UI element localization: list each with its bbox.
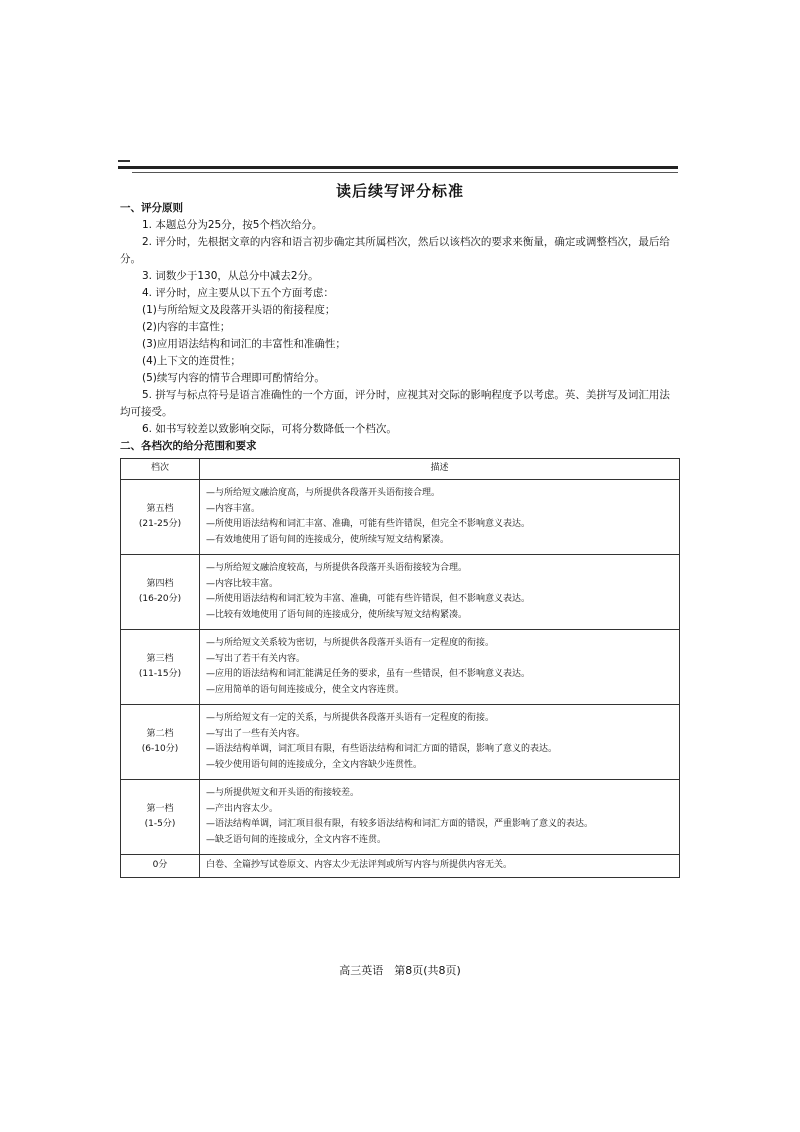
description-cell — [200, 555, 680, 630]
description-line: —有效地使用了语句间的连接成分，使所续写短文结构紧凑。 — [206, 534, 450, 545]
aspect-5: (5)续写内容的情节合理即可酌情给分。 — [142, 372, 325, 384]
principle-6: 6. 如书写较差以致影响交际，可将分数降低一个档次。 — [142, 423, 397, 435]
level-name: 第一档 — [146, 803, 174, 814]
level-cell — [121, 555, 200, 630]
description-cell — [200, 705, 680, 780]
principle-5: 5. 拼写与标点符号是语言准确性的一个方面，评分时，应视其对交际的影响程度予以考虑。英、美拼写及词汇用法均可接受。 — [120, 389, 670, 418]
level-range: (11-15分) — [138, 669, 182, 679]
description-line: —内容比较丰富。 — [206, 578, 279, 589]
aspect-3: (3)应用语法结构和词汇的丰富性和准确性； — [142, 338, 346, 350]
section-2-heading: 二、各档次的给分范围和要求 — [120, 440, 257, 452]
description-line: —与所给短文融洽度较高，与所提供各段落开头语衔接较为合理。 — [206, 563, 468, 573]
level-range: (6-10分) — [141, 744, 179, 754]
principle-1: 1. 本题总分为25分，按5个档次给分。 — [142, 219, 323, 231]
table-row — [121, 555, 680, 630]
page-footer: 高三英语 第8页(共8页) — [339, 964, 461, 977]
header-rule — [118, 166, 678, 169]
header-rule-thin — [132, 172, 678, 173]
level-name: 第三档 — [146, 653, 174, 664]
column-header-description: 描述 — [200, 459, 680, 480]
level-cell — [121, 480, 200, 555]
level-cell — [121, 630, 200, 705]
scoring-table — [120, 458, 680, 878]
description-line: —与所提供短文和开头语的衔接较差。 — [206, 788, 360, 798]
aspect-4: (4)上下文的连贯性； — [142, 355, 241, 367]
description-line: —语法结构单调，词汇项目有限，有些语法结构和词汇方面的错误，影响了意义的表达。 — [206, 744, 558, 754]
description-line: —与所给短文关系较为密切，与所提供各段落开头语有一定程度的衔接。 — [206, 638, 495, 648]
table-row-zero — [121, 855, 680, 878]
description-line: —与所给短文融洽度高，与所提供各段落开头语衔接合理。 — [206, 488, 441, 498]
description-line: —比较有效地使用了语句间的连接成分，使所续写短文结构紧凑。 — [206, 609, 468, 620]
description-line: —所使用语法结构和词汇丰富、准确，可能有些许错误，但完全不影响意义表达。 — [206, 519, 531, 529]
description-line: —语法结构单调，词汇项目很有限，有较多语法结构和词汇方面的错误，严重影响了意义的表达。 — [206, 819, 594, 829]
level-range: (1-5分) — [144, 819, 176, 829]
level-name: 第四档 — [146, 578, 174, 589]
section-1-heading: 一、评分原则 — [120, 202, 183, 214]
description-line: —产出内容太少。 — [206, 803, 279, 814]
description-cell — [200, 780, 680, 855]
table-row — [121, 630, 680, 705]
principle-4: 4. 评分时，应主要从以下五个方面考虑： — [142, 287, 334, 299]
principle-2: 2. 评分时，先根据文章的内容和语言初步确定其所属档次，然后以该档次的要求来衡量，确定或调整档次，最后给分。 — [120, 236, 670, 265]
description-cell — [200, 480, 680, 555]
aspect-1: (1)与所给短文及段落开头语的衔接程度； — [142, 304, 336, 316]
aspect-2: (2)内容的丰富性； — [142, 321, 231, 333]
table-row — [121, 780, 680, 855]
description-line: —与所给短文有一定的关系，与所提供各段落开头语有一定程度的衔接。 — [206, 713, 495, 723]
table-header-row — [121, 459, 680, 480]
level-name: 第二档 — [146, 728, 174, 739]
table-row — [121, 705, 680, 780]
description-line: —写出了一些有关内容。 — [206, 728, 306, 739]
level-cell: 0分 — [121, 855, 200, 878]
level-cell — [121, 780, 200, 855]
level-range: (16-20分) — [138, 594, 182, 604]
main-content — [120, 200, 680, 878]
level-range: (21-25分) — [138, 519, 182, 529]
principle-3: 3. 词数少于130，从总分中减去2分。 — [142, 270, 319, 282]
level-name: 第五档 — [146, 503, 174, 514]
description-line: —所使用语法结构和词汇较为丰富、准确，可能有些许错误，但不影响意义表达。 — [206, 594, 531, 604]
description-line: —写出了若干有关内容。 — [206, 653, 306, 664]
description-line: —应用简单的语句间连接成分，使全文内容连贯。 — [206, 684, 405, 695]
header-mark — [118, 160, 130, 162]
description-line: —内容丰富。 — [206, 503, 261, 514]
page-title: 读后续写评分标准 — [335, 182, 464, 200]
description-cell — [200, 630, 680, 705]
description-line: —应用的语法结构和词汇能满足任务的要求，虽有一些错误，但不影响意义表达。 — [206, 669, 531, 679]
level-cell — [121, 705, 200, 780]
column-header-level: 档次 — [121, 459, 200, 480]
table-row — [121, 480, 680, 555]
description-line: —较少使用语句间的连接成分，全文内容缺少连贯性。 — [206, 759, 423, 770]
description-line: —缺乏语句间的连接成分，全文内容不连贯。 — [206, 834, 387, 845]
description-cell: 白卷、全篇抄写试卷原文、内容太少无法评判或所写内容与所提供内容无关。 — [200, 855, 680, 878]
